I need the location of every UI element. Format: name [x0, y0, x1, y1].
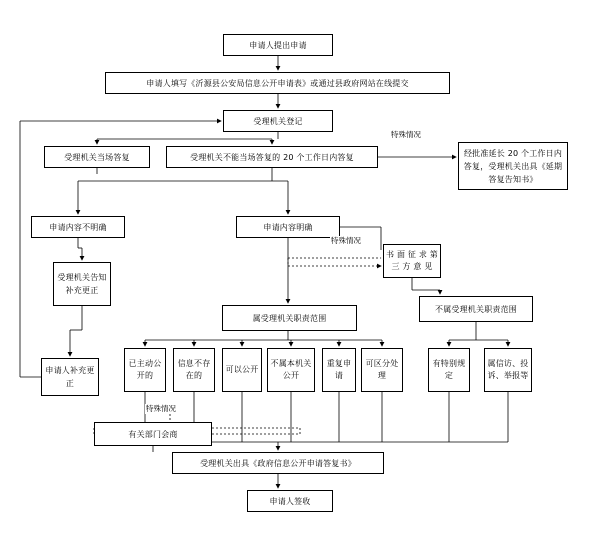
node-issue-reply-document[interactable]	[172, 452, 384, 474]
node-consult-related-departments[interactable]	[94, 422, 212, 446]
node-label: 书 面 征 求 第 三 方 意 见	[386, 250, 438, 271]
node-label: 受理机关出具《政府信息公开申请答复书》	[200, 458, 356, 468]
node-applicant-signs[interactable]	[247, 490, 333, 512]
node-label: 属信访、投诉、举报等	[487, 359, 529, 380]
node-label: 不属本机关公开	[270, 359, 312, 380]
node-label: 受理机关不能当场答复的 20 个工作日内答复	[190, 152, 354, 162]
node-label: 属受理机关职责范围	[252, 313, 327, 323]
node-content-unclear[interactable]	[31, 216, 125, 238]
node-outside-agency-scope[interactable]	[419, 296, 533, 322]
node-applicant-submits[interactable]	[223, 34, 333, 56]
node-label: 可以公开	[225, 365, 259, 374]
node-label: 受理机关告知补充更正	[57, 273, 107, 295]
node-label: 不属受理机关职责范围	[435, 304, 517, 314]
node-label: 受理机关登记	[253, 116, 303, 126]
node-label: 可区分处理	[365, 359, 399, 380]
edge-label-special-case-3: 特殊情况	[146, 404, 176, 413]
node-label: 申请人补充更正	[45, 366, 95, 388]
node-notify-supplement[interactable]	[53, 262, 111, 306]
node-information-not-exist[interactable]	[173, 348, 215, 392]
node-fill-application-form[interactable]	[105, 72, 450, 94]
node-label: 信息不存在的	[177, 359, 211, 380]
node-not-this-agency-disclose[interactable]	[267, 348, 315, 392]
edge-label-special-case-2: 特殊情况	[331, 236, 361, 245]
node-already-disclosed[interactable]	[124, 348, 166, 392]
edge-label-special-case-1: 特殊情况	[391, 130, 421, 139]
node-content-clear[interactable]	[236, 216, 340, 238]
node-petition-complaint-report[interactable]	[484, 348, 532, 392]
node-label: 申请人提出申请	[249, 40, 307, 50]
node-reply-within-20-days[interactable]	[166, 146, 378, 168]
node-label: 申请内容明确	[263, 222, 313, 232]
node-extension-approved[interactable]	[458, 142, 568, 190]
node-reply-on-site[interactable]	[44, 146, 150, 168]
node-label: 申请人签收	[269, 496, 311, 506]
node-written-seek-third-party[interactable]	[383, 244, 441, 278]
node-agency-registration[interactable]	[223, 110, 333, 132]
node-label: 有特别规定	[432, 359, 466, 380]
node-label: 经批准延长 20 个工作日内答复，受理机关出具《延期答复告知书》	[463, 148, 563, 184]
node-label: 受理机关当场答复	[64, 152, 130, 162]
node-label: 已主动公开的	[128, 359, 162, 380]
node-partially-separable[interactable]	[361, 348, 403, 392]
node-label: 申请内容不明确	[49, 222, 107, 232]
node-label: 有关部门会商	[128, 429, 178, 439]
node-applicant-supplement[interactable]	[41, 358, 99, 396]
node-label: 申请人填写《沂源县公安局信息公开申请表》或通过县政府网站在线提交	[146, 78, 409, 88]
node-within-agency-scope[interactable]	[222, 305, 357, 331]
node-duplicate-application[interactable]	[322, 348, 356, 392]
node-label: 重复申请	[326, 359, 352, 380]
node-special-provisions[interactable]	[428, 348, 470, 392]
node-can-disclose[interactable]	[222, 348, 262, 392]
